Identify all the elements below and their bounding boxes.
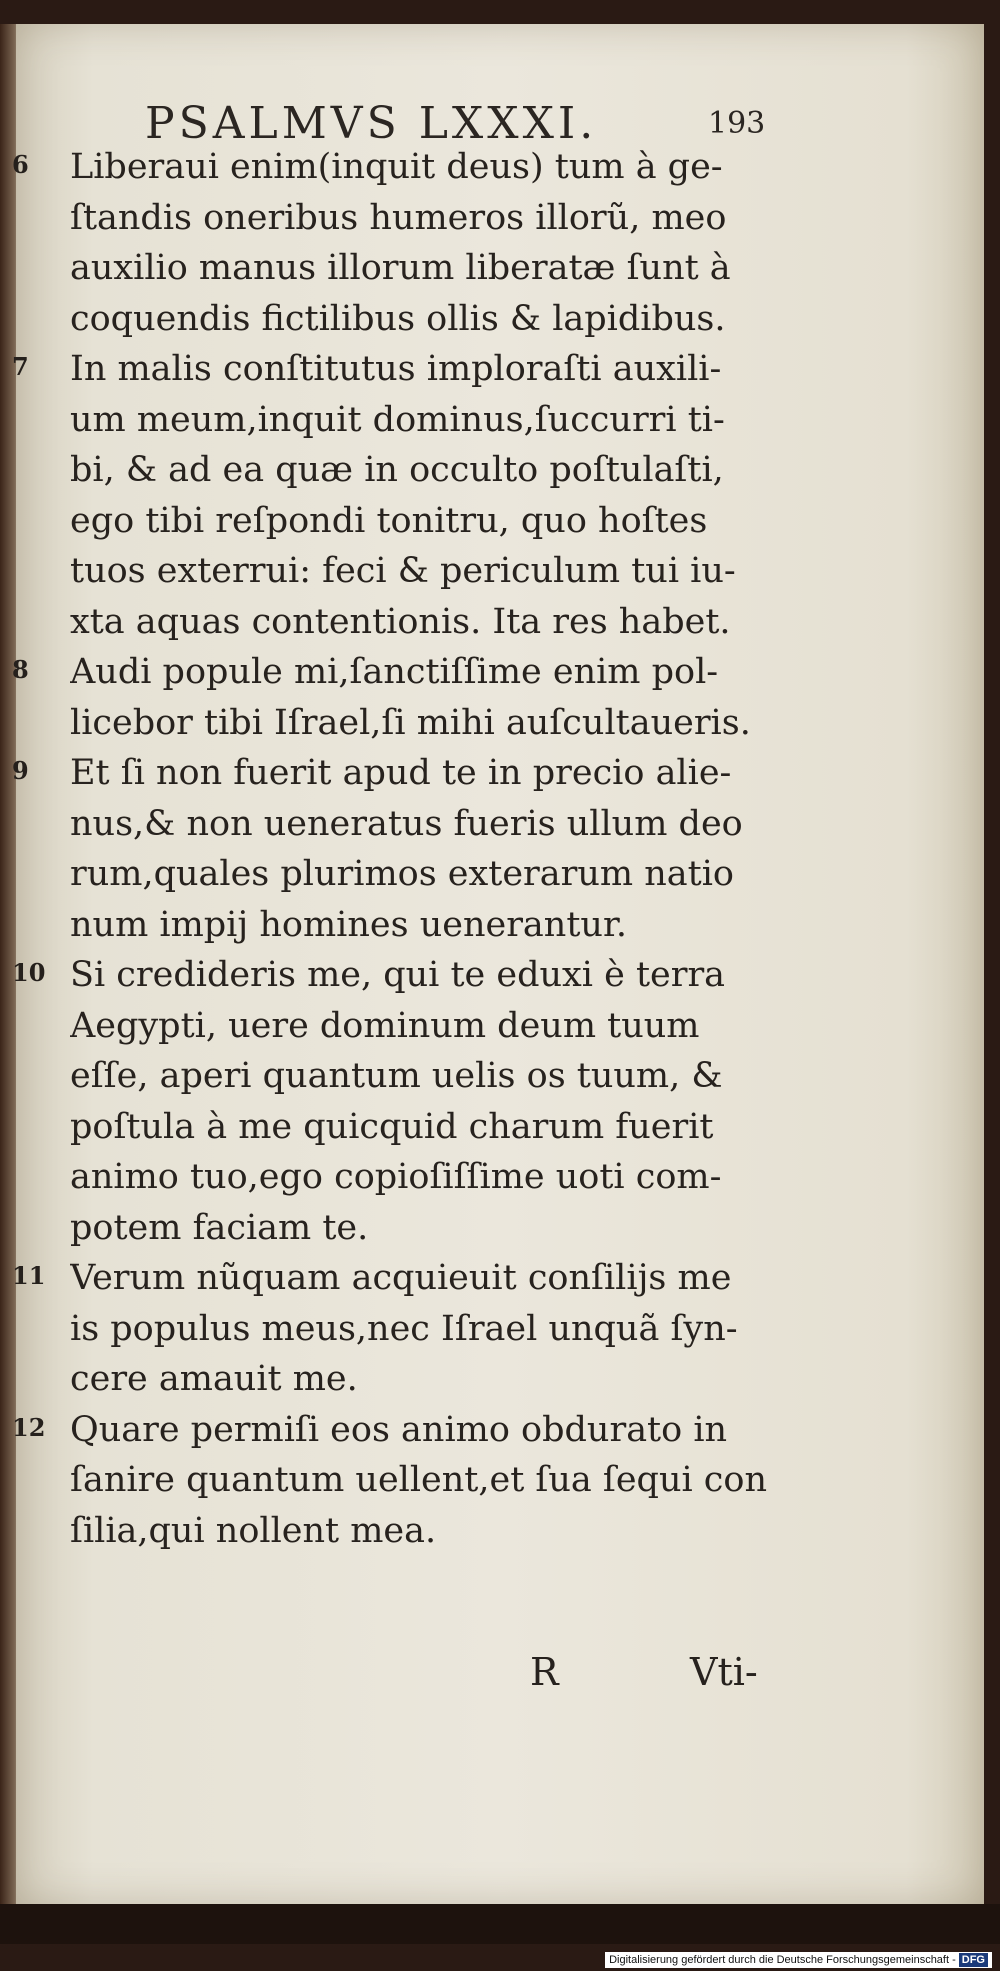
running-head: PSALMVS LXXXI. [145, 98, 598, 149]
text-line: ſilia,qui nollent mea. [70, 1510, 437, 1551]
verse-number: 6 [12, 150, 29, 179]
text-line: licebor tibi Iſrael,ſi mihi auſcultaueris. [70, 702, 751, 743]
verse-number: 7 [12, 352, 29, 381]
verse-number: 8 [12, 655, 29, 684]
text-line: cere amauit me. [70, 1359, 358, 1399]
text-line: Quare permiſi eos animo obdurato in [70, 1409, 728, 1450]
page-number: 193 [708, 106, 766, 141]
verse-block [0, 344, 1000, 647]
verse-block [0, 142, 1000, 344]
catchword: Vti- [690, 1650, 758, 1694]
text-line: ſtandis oneribus humeros illorũ, meo [70, 197, 727, 238]
text-line: um meum,inquit dominus,ſuccurri ti- [70, 399, 725, 440]
verse-block [0, 647, 1000, 748]
text-line: Verum nũquam acquieuit conſilijs me [70, 1258, 732, 1298]
text-line: animo tuo,ego copioſiſſime uoti com- [70, 1157, 722, 1197]
text-line: Si credideris me, qui te eduxi è terra [70, 955, 726, 995]
text-line: ego tibi reſpondi tonitru, quo hoſtes [70, 500, 708, 541]
text-line: nus,& non ueneratus fueris ullum deo [70, 803, 743, 844]
scan-bottom-edge [0, 1904, 1000, 1944]
text-line: potem faciam te. [70, 1207, 369, 1248]
text-line: ſanire quantum uellent,et ſua ſequi con [70, 1460, 768, 1500]
verse-block [0, 748, 1000, 950]
text-line: num impij homines uenerantur. [70, 904, 627, 945]
verse-block [0, 950, 1000, 1253]
text-line: auxilio manus illorum liberatæ ſunt à [70, 248, 731, 288]
verse-block [0, 1253, 1000, 1405]
text-line: poſtula à me quicquid charum fuerit [70, 1106, 714, 1147]
verse-number: 12 [12, 1412, 46, 1442]
text-line: Aegypti, uere dominum deum tuum [70, 1005, 700, 1046]
text-line: In malis conſtitutus imploraſti auxili- [70, 349, 722, 389]
credit-text: Digitalisierung gefördert durch die Deutsche Forschungsgemeinschaft - [609, 1954, 956, 1966]
text-line: eſſe, aperi quantum uelis os tuum, & [70, 1056, 723, 1096]
text-line: tuos exterrui: feci & periculum tui iu- [70, 551, 736, 591]
text-line: xta aquas contentionis. Ita res habet. [70, 601, 731, 642]
text-line: Liberaui enim(inquit deus) tum à ge- [70, 147, 723, 187]
catchwords-line [0, 1650, 1000, 1700]
text-line: rum,quales plurimos exterarum natio [70, 854, 734, 894]
verse-number: 9 [12, 756, 29, 785]
text-line: bi, & ad ea quæ in occulto poſtulaſti, [70, 450, 724, 490]
verse-number: 10 [12, 958, 46, 987]
text-line: Et ſi non fuerit apud te in precio alie- [70, 753, 732, 793]
text-line: is populus meus,nec Iſrael unquã ſyn- [70, 1308, 738, 1349]
signature-mark: R [530, 1650, 559, 1694]
verse-block [0, 1405, 1000, 1557]
digitization-credit [605, 1952, 992, 1968]
text-line: coquendis fictilibus ollis & lapidibus. [70, 298, 726, 339]
text-line: Audi popule mi,ſanctiſſime enim pol- [70, 652, 719, 692]
verse-number: 11 [12, 1261, 46, 1290]
dfg-logo: DFG [959, 1953, 988, 1967]
